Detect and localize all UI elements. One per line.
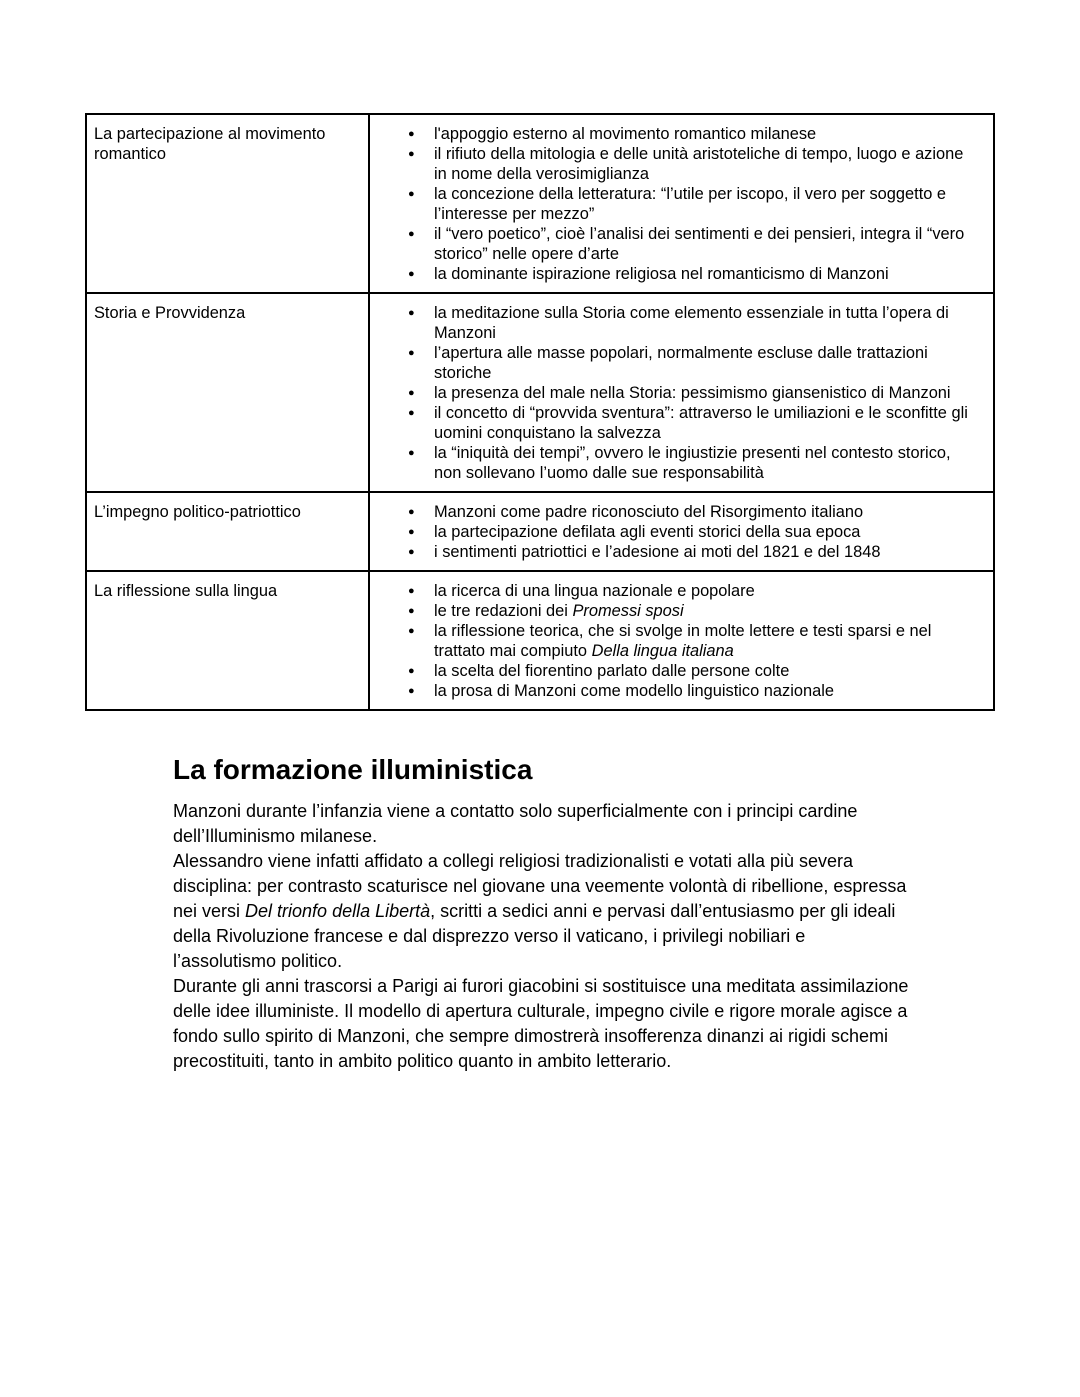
list-item [384,542,979,562]
text-run: la presenza del male nella Storia: pessimismo giansenistico di Manzoni [434,384,951,402]
section-body [173,799,913,1074]
list-item [384,224,979,264]
summary-table-body [86,114,994,710]
list-item [384,661,979,681]
topic-cell: Storia e Provvidenza [86,293,369,492]
text-run: la dominante ispirazione religiosa nel romanticismo di Manzoni [434,265,889,283]
topic-cell: La riflessione sulla lingua [86,571,369,710]
topic-cell: L’impegno politico-patriottico [86,492,369,571]
bullet-list [384,124,979,284]
summary-table [85,113,995,711]
text-run: il rifiuto della mitologia e delle unità aristoteliche di tempo, luogo e azione in nome della verosimiglianza [434,145,964,183]
points-cell [369,571,994,710]
list-item [384,581,979,601]
points-cell [369,114,994,293]
text-run: la “iniquità dei tempi”, ovvero le ingiustizie presenti nel contesto storico, non sollevano l’uomo dalle sue responsabilità [434,444,951,482]
table-row [86,492,994,571]
list-item [384,601,979,621]
text-run: Manzoni come padre riconosciuto del Risorgimento italiano [434,503,864,521]
italic-title: Del trionfo della Libertà [245,901,431,921]
text-run: le tre redazioni dei [434,602,573,620]
list-item [384,124,979,144]
text-run: i sentimenti patriottici e l’adesione ai moti del 1821 e del 1848 [434,543,881,561]
bullet-list [384,303,979,483]
section-formazione [173,752,913,1074]
text-run: la ricerca di una lingua nazionale e popolare [434,582,755,600]
section-heading: La formazione illuministica [173,754,533,785]
list-item [384,681,979,701]
list-item [384,383,979,403]
text-run: , scritti a sedici anni e pervasi dall’entusiasmo per gli ideali della Rivoluzione francese e dal disprezzo verso il vaticano, i privilegi nobiliari e l’assolutismo politico. [173,901,896,971]
table-row [86,114,994,293]
text-run: la meditazione sulla Storia come elemento essenziale in tutta l’opera di Manzoni [434,304,949,342]
list-item [384,184,979,224]
italic-title: Promessi sposi [572,602,684,620]
text-run: la prosa di Manzoni come modello linguistico nazionale [434,682,834,700]
bullet-list [384,502,979,562]
paragraph [173,799,913,849]
text-run: la scelta del fiorentino parlato dalle persone colte [434,662,790,680]
text-run: Manzoni durante l’infanzia viene a contatto solo superficialmente con i principi cardine dell’Illuminismo milanese. [173,801,858,846]
list-item [384,403,979,443]
text-run: Durante gli anni trascorsi a Parigi ai furori giacobini si sostituisce una meditata assimilazione delle idee illuministe. Il modello di apertura culturale, impegno civile e rigore morale agisce a fondo sullo spirito di Manzoni, che sempre dimostrerà insofferenza dinanzi ai rigidi schemi precostituiti, tanto in ambito politico quanto in ambito letterario. [173,976,909,1071]
list-item [384,502,979,522]
italic-title: Della lingua italiana [591,642,734,660]
list-item [384,264,979,284]
text-run: il concetto di “provvida sventura”: attraverso le umiliazioni e le sconfitte gli uomini conquistano la salvezza [434,404,968,442]
text-run: la riflessione teorica, che si svolge in molte lettere e testi sparsi e nel trattato mai compiuto [434,622,932,660]
text-run: la concezione della letteratura: “l’utile per iscopo, il vero per soggetto e l’interesse per mezzo” [434,185,947,223]
text-run: l’apertura alle masse popolari, normalmente escluse dalle trattazioni storiche [434,344,928,382]
bullet-list [384,581,979,701]
list-item [384,522,979,542]
paragraph [173,974,913,1074]
points-cell [369,492,994,571]
table-row [86,293,994,492]
list-item [384,144,979,184]
text-run: l'appoggio esterno al movimento romantico milanese [434,125,817,143]
list-item [384,621,979,661]
text-run: il “vero poetico”, cioè l’analisi dei sentimenti e dei pensieri, integra il “vero storico” nelle opere d’arte [434,225,965,263]
list-item [384,443,979,483]
list-item [384,343,979,383]
table-row [86,571,994,710]
text-run: la partecipazione defilata agli eventi storici della sua epoca [434,523,861,541]
points-cell [369,293,994,492]
paragraph [173,849,913,974]
list-item [384,303,979,343]
text-run: Alessandro viene infatti affidato a collegi religiosi tradizionalisti e votati alla più severa disciplina: per contrasto scaturisce nel giovane una veemente volontà di ribellione, espressa nei versi [173,851,907,921]
topic-cell: La partecipazione al movimento romantico [86,114,369,293]
